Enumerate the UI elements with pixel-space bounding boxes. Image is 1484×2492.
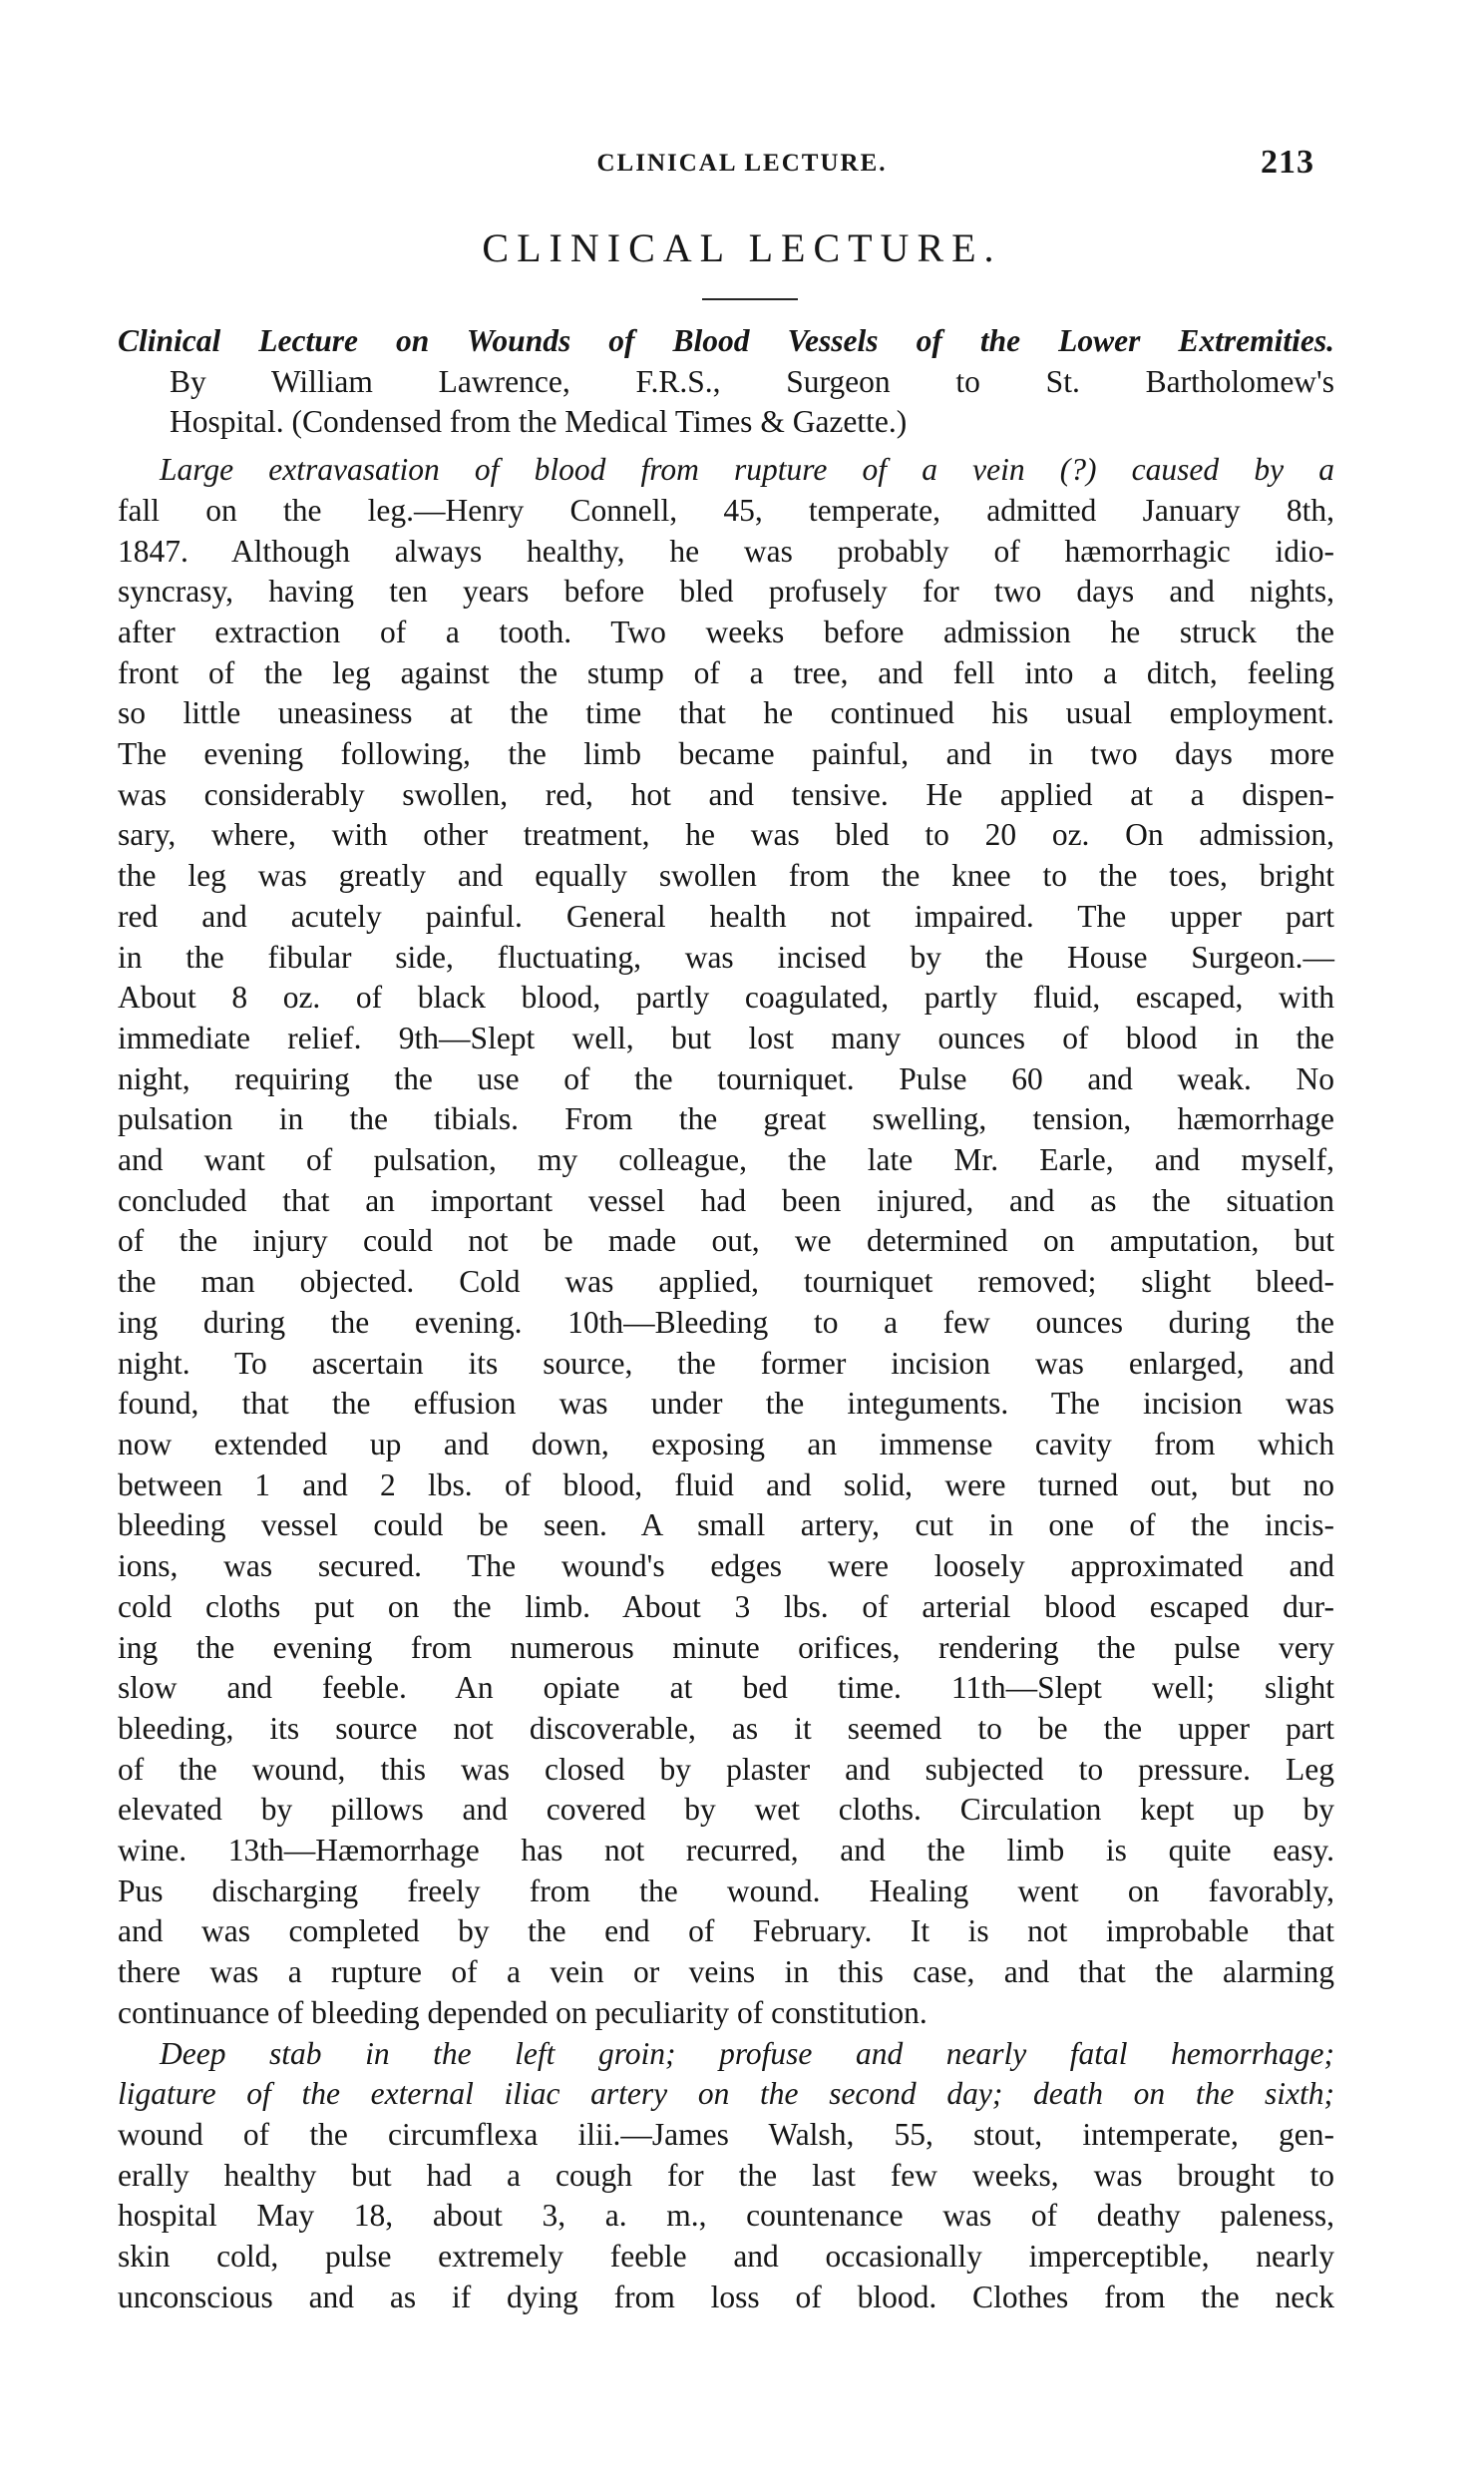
running-head (0, 144, 1484, 194)
body-line: erally healthy but had a cough for the last few weeks, was brought to (118, 2157, 1334, 2193)
body-line: unconscious and as if dying from loss of blood. Clothes from the neck (118, 2279, 1334, 2314)
body-line: bleeding, its source not discoverable, as it seemed to be the upper part (118, 1710, 1334, 1746)
body-line: wine. 13th—Hæmorrhage has not recurred, and the limb is quite easy. (118, 1833, 1334, 1869)
body-line: skin cold, pulse extremely feeble and occasionally imperceptible, nearly (118, 2239, 1334, 2275)
body-line: slow and feeble. An opiate at bed time. 11th—Slept well; slight (118, 1670, 1334, 1706)
body-line: concluded that an important vessel had been injured, and as the situation (118, 1182, 1334, 1218)
lecture-title: Clinical Lecture on Wounds of Blood Vessels of the Lower Extremities. (118, 323, 1334, 358)
byline-line: Hospital. (Condensed from the Medical Times & Gazette.) (170, 404, 908, 440)
body-line: there was a rupture of a vein or veins in this case, and that the alarming (118, 1954, 1334, 1990)
body-line: bleeding vessel could be seen. A small artery, cut in one of the incis- (118, 1507, 1334, 1543)
body-line: now extended up and down, exposing an immense cavity from which (118, 1426, 1334, 1461)
body-line: pulsation in the tibials. From the great swelling, tension, hæmorrhage (118, 1101, 1334, 1137)
byline-line: By William Lawrence, F.R.S., Surgeon to St. Bartholomew's (170, 363, 1334, 399)
body-line: and want of pulsation, my colleague, the late Mr. Earle, and myself, (118, 1142, 1334, 1178)
body-line: sary, where, with other treatment, he was bled to 20 oz. On admission, (118, 817, 1334, 853)
body-line: wound of the circumflexa ilii.—James Walsh, 55, stout, intemperate, gen- (118, 2116, 1334, 2152)
body-line: night. To ascertain its source, the former incision was enlarged, and (118, 1345, 1334, 1381)
page-number: 213 (1261, 144, 1314, 181)
title-divider (702, 298, 798, 300)
section-title: CLINICAL LECTURE. (482, 225, 1002, 270)
body-line: immediate relief. 9th—Slept well, but lost many ounces of blood in the (118, 1020, 1334, 1055)
body-line: the man objected. Cold was applied, tourniquet removed; slight bleed- (118, 1264, 1334, 1300)
body-line: hospital May 18, about 3, a. m., countenance was of deathy paleness, (118, 2198, 1334, 2234)
body-line: found, that the effusion was under the integuments. The incision was (118, 1386, 1334, 1422)
running-title: CLINICAL LECTURE. (596, 150, 888, 177)
body-line: of the wound, this was closed by plaster and subjected to pressure. Leg (118, 1751, 1334, 1787)
body-line: red and acutely painful. General health not impaired. The upper part (118, 898, 1334, 934)
body-line: the leg was greatly and equally swollen from the knee to the toes, bright (118, 858, 1334, 894)
paragraph-spacer (118, 443, 1334, 450)
body-line: The evening following, the limb became painful, and in two days more (118, 736, 1334, 772)
body-line: and was completed by the end of February. It is not improbable that (118, 1913, 1334, 1949)
case-heading-line: Large extravasation of blood from rupture of a vein (?) caused by a (160, 452, 1334, 488)
body-line: continuance of bleeding depended on peculiarity of constitution. (118, 1994, 928, 2030)
body-line: after extraction of a tooth. Two weeks before admission he struck the (118, 614, 1334, 649)
body-line: night, requiring the use of the tourniquet. Pulse 60 and weak. No (118, 1060, 1334, 1096)
body-line: 1847. Although always healthy, he was probably of hæmorrhagic idio- (118, 533, 1334, 569)
body-line: elevated by pillows and covered by wet cloths. Circulation kept up by (118, 1792, 1334, 1828)
article-text (118, 321, 1334, 2317)
body-line: ing during the evening. 10th—Bleeding to a few ounces during the (118, 1304, 1334, 1340)
body-line: in the fibular side, fluctuating, was incised by the House Surgeon.— (118, 939, 1334, 975)
body-line: between 1 and 2 lbs. of blood, fluid and solid, were turned out, but no (118, 1466, 1334, 1502)
case-heading-line: ligature of the external iliac artery on the second day; death on the sixth; (118, 2076, 1334, 2112)
body-line: Pus discharging freely from the wound. Healing went on favorably, (118, 1872, 1334, 1908)
body-line: ing the evening from numerous minute orifices, rendering the pulse very (118, 1629, 1334, 1665)
body-line: fall on the leg.—Henry Connell, 45, temperate, admitted January 8th, (118, 492, 1334, 528)
body-line: About 8 oz. of black blood, partly coagulated, partly fluid, escaped, with (118, 980, 1334, 1016)
case-heading-line: Deep stab in the left groin; profuse and nearly fatal hemorrhage; (160, 2035, 1334, 2071)
body-line: ions, was secured. The wound's edges were loosely approximated and (118, 1548, 1334, 1584)
body-line: was considerably swollen, red, hot and tensive. He applied at a dispen- (118, 776, 1334, 812)
body-line: cold cloths put on the limb. About 3 lbs. of arterial blood escaped dur- (118, 1588, 1334, 1624)
body-line: of the injury could not be made out, we determined on amputation, but (118, 1223, 1334, 1259)
body-line: syncrasy, having ten years before bled profusely for two days and nights, (118, 574, 1334, 610)
body-line: so little uneasiness at the time that he continued his usual employment. (118, 695, 1334, 731)
body-line: front of the leg against the stump of a tree, and fell into a ditch, feeling (118, 654, 1334, 690)
